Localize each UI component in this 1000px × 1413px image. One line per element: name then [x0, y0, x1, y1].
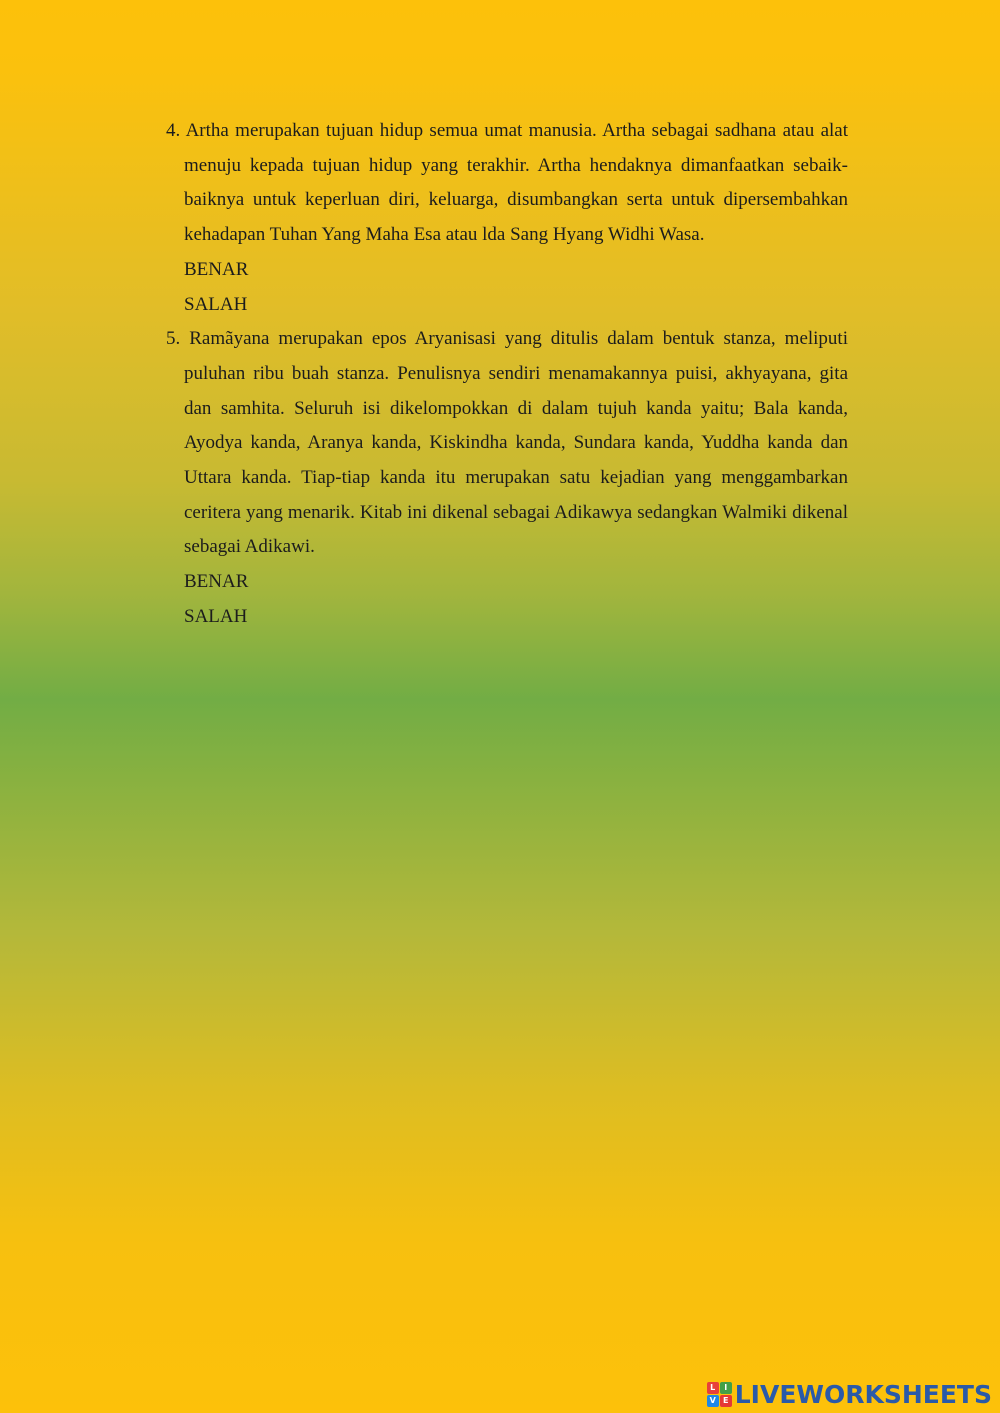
question-5: [166, 322, 848, 634]
logo-letter-i: I: [720, 1382, 732, 1394]
question-4: [166, 114, 848, 322]
question-4-option-benar[interactable]: BENAR: [184, 258, 249, 280]
question-4-body: Artha merupakan tujuan hidup semua umat manusia. Artha sebagai sadhana atau alat menuju kepada tujuan hidup yang terakhir. Artha hendaknya dimanfaatkan sebaik-baiknya untuk keperluan diri, keluarga, disumbangkan serta untuk dipersembahkan kehadapan Tuhan Yang Maha Esa atau lda Sang Hyang Widhi Wasa.: [184, 120, 848, 246]
brand-text: LIVEWORKSHEETS: [734, 1379, 992, 1409]
worksheet-content: [166, 114, 848, 635]
question-4-number: 4.: [166, 120, 181, 141]
logo-letter-l: L: [707, 1382, 719, 1394]
question-4-option-salah[interactable]: SALAH: [184, 293, 248, 315]
logo-letter-e: E: [720, 1395, 732, 1407]
question-5-text: [166, 322, 848, 565]
question-4-text: [166, 114, 848, 253]
question-5-number: 5.: [166, 328, 181, 350]
logo-letter-v: V: [707, 1395, 719, 1407]
question-5-option-salah[interactable]: SALAH: [184, 605, 248, 627]
live-logo-icon: [707, 1382, 732, 1407]
question-5-body: Ramãyana merupakan epos Aryanisasi yang ditulis dalam bentuk stanza, meliputi puluhan ribu buah stanza. Penulisnya sendiri menamakannya puisi, akhyayana, gita dan samhita. Seluruh isi dikelompokkan di dalam tujuh kanda yaitu; Bala kanda, Ayodya kanda, Aranya kanda, Kiskindha kanda, Sundara kanda, Yuddha kanda dan Uttara kanda. Tiap-tiap kanda itu merupakan satu kejadian yang menggambarkan ceritera yang menarik. Kitab ini dikenal sebagai Adikawya sedangkan Walmiki dikenal sebagai Adikawi.: [184, 328, 848, 558]
liveworksheets-logo[interactable]: [707, 1379, 992, 1409]
question-5-option-benar[interactable]: BENAR: [184, 571, 249, 593]
